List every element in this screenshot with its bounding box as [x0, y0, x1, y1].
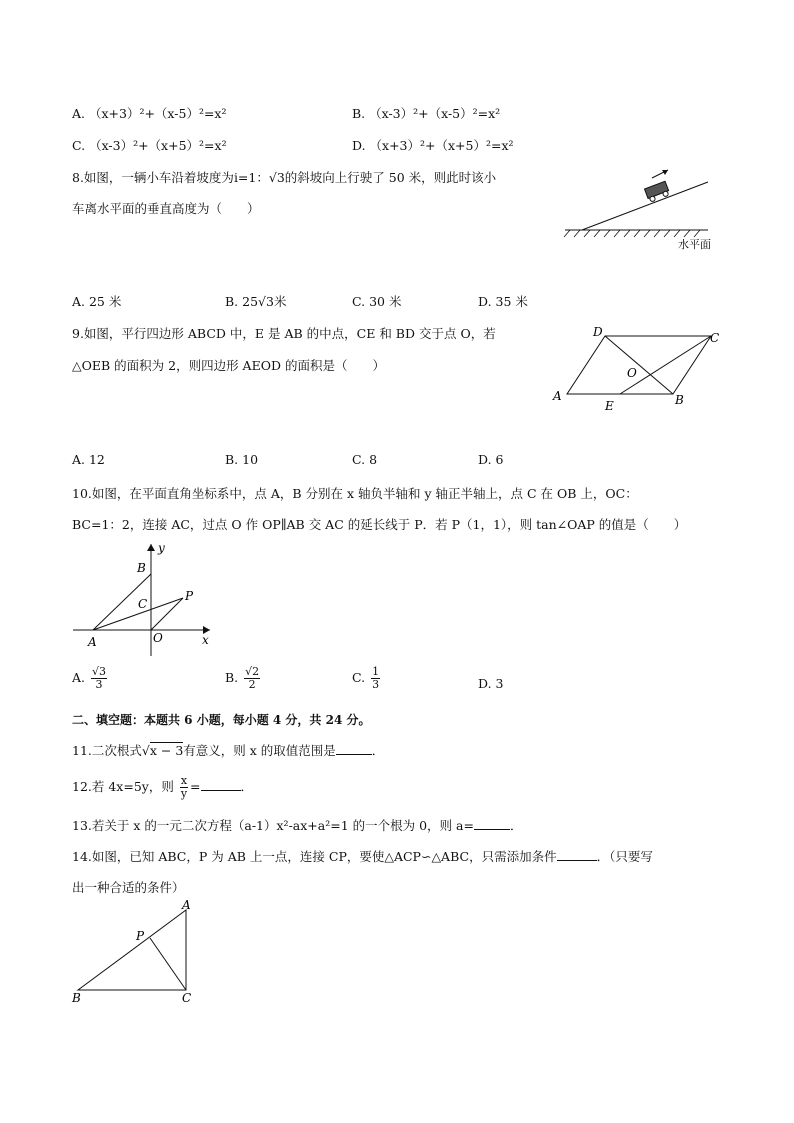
svg-text:C: C: [710, 331, 720, 345]
q9-line2: △OEB 的面积为 2，则四边形 AEOD 的面积是（ ）: [72, 358, 385, 373]
svg-text:D: D: [593, 325, 603, 339]
q8-slope-figure: [560, 160, 730, 260]
q9-parallelogram-figure: [545, 322, 730, 417]
q9-option-d: D. 6: [478, 452, 504, 467]
q10-option-a: A. $\frac{√3}{3}$: [72, 665, 107, 691]
svg-text:O: O: [627, 366, 637, 380]
svg-text:B: B: [675, 393, 684, 407]
q10-option-c: C. $\frac{1}{3}$: [352, 665, 380, 691]
q8-option-c: C. 30 米: [352, 294, 402, 309]
q9-line1: 9.如图，平行四边形 ABCD 中，E 是 AB 的中点，CE 和 BD 交于点 O，若: [72, 326, 496, 341]
svg-text:O: O: [153, 631, 163, 645]
svg-text:C: C: [138, 597, 148, 611]
q8-ground-label: 水平面: [678, 238, 711, 251]
svg-text:C: C: [182, 991, 192, 1005]
q8-option-b: B. 25√3米: [225, 294, 287, 309]
svg-text:P: P: [185, 589, 194, 603]
q9-option-a: A. 12: [72, 452, 105, 467]
q10-option-d: D. 3: [478, 676, 504, 691]
q14-line1: 14.如图，已知 ABC，P 为 AB 上一点，连接 CP，要使△ACP∽△ABC，只需添加条件 ．（只要写: [72, 849, 653, 864]
q14-triangle-figure: [68, 898, 208, 1008]
q7-option-c: C. （x-3）²+（x+5）²=x²: [72, 138, 227, 153]
q8-line1: 8.如图，一辆小车沿着坡度为i=1：√3的斜坡向上行驶了 50 米，则此时该小: [72, 170, 497, 185]
svg-text:P: P: [136, 929, 145, 943]
q14-line2: 出一种合适的条件）: [72, 880, 185, 895]
q10-coordinate-figure: [68, 538, 218, 658]
svg-text:y: y: [158, 541, 165, 555]
q8-option-d: D. 35 米: [478, 294, 528, 309]
q7-option-b: B. （x-3）²+（x-5）²=x²: [352, 106, 501, 121]
svg-text:B: B: [137, 561, 146, 575]
q7-option-d: D. （x+3）²+（x+5）²=x²: [352, 138, 514, 153]
q8-option-a: A. 25 米: [72, 294, 122, 309]
svg-text:x: x: [202, 633, 209, 647]
q12: 12.若 4x=5y，则 $\frac{x}{y}$ = ．: [72, 774, 254, 800]
q10-line2: BC=1：2，连接 AC，过点 O 作 OP∥AB 交 AC 的延长线于 P．若 P（1，1），则 tan∠OAP 的值是（ ）: [72, 517, 687, 532]
q9-option-b: B. 10: [225, 452, 259, 467]
q10-option-b: B. $\frac{√2}{2}$: [225, 665, 260, 691]
q13: 13.若关于 x 的一元二次方程（a-1）x²-ax+a²=1 的一个根为 0，则 a= ．: [72, 818, 523, 833]
svg-text:B: B: [72, 991, 81, 1005]
q11: 11.二次根式√x − 3有意义，则 x 的取值范围是 ．: [72, 743, 385, 758]
q7-option-a: A. （x+3）²+（x-5）²=x²: [72, 106, 227, 121]
q10-line1: 10.如图，在平面直角坐标系中，点 A，B 分别在 x 轴负半轴和 y 轴正半轴上，点 C 在 OB 上，OC：: [72, 486, 638, 501]
q9-option-c: C. 8: [352, 452, 378, 467]
svg-text:A: A: [553, 389, 562, 403]
svg-text:E: E: [605, 399, 614, 413]
svg-text:A: A: [182, 898, 191, 912]
section-heading: 二、填空题：本题共 6 小题，每小题 4 分，共 24 分。: [72, 713, 371, 727]
svg-text:A: A: [88, 635, 97, 649]
q8-line2: 车离水平面的垂直高度为（ ）: [72, 201, 260, 216]
